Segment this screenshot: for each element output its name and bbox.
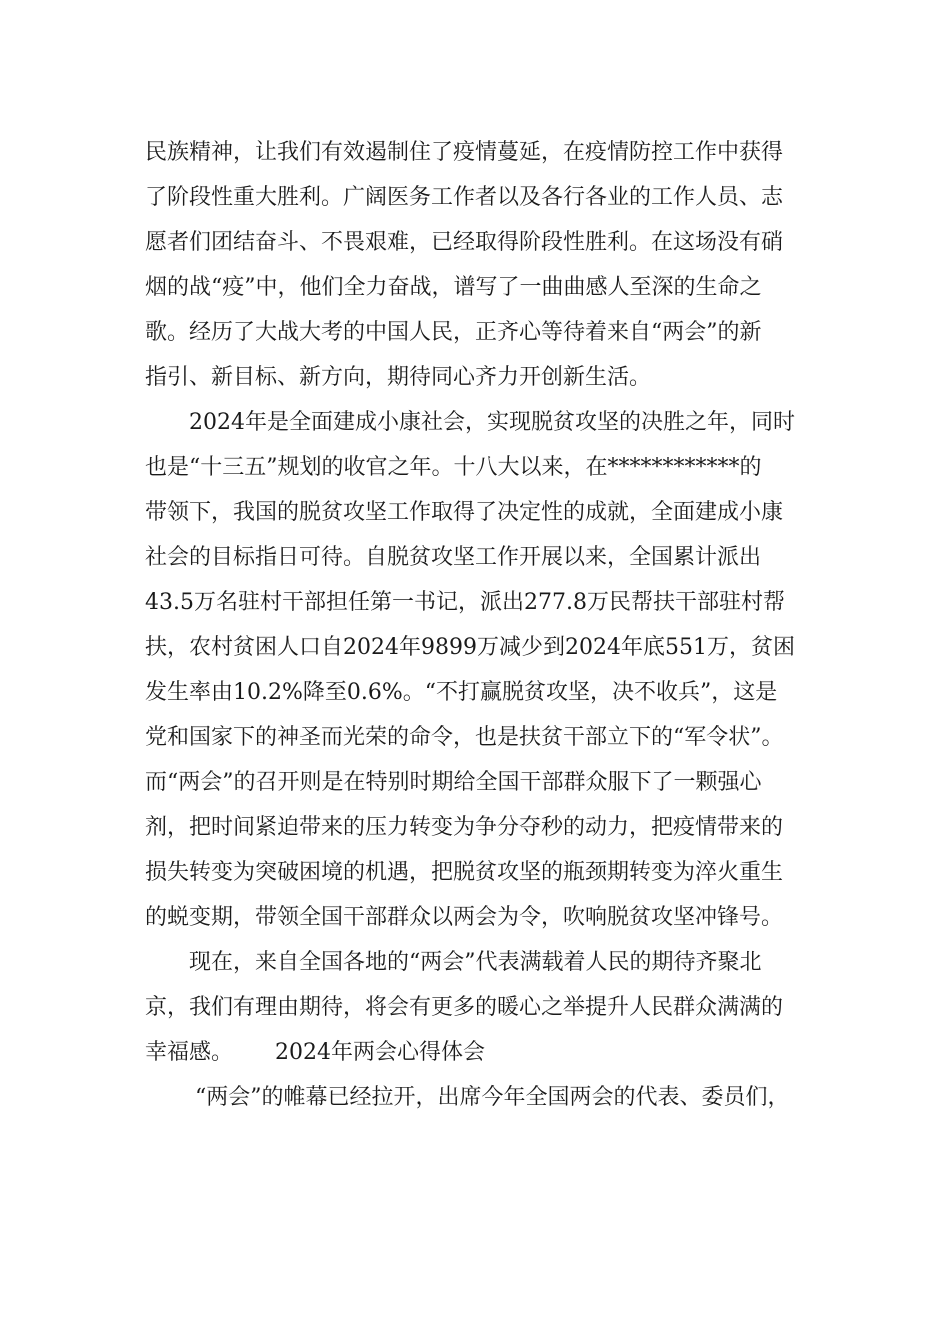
- paragraph-line: 了阶段性重大胜利。广阔医务工作者以及各行各业的工作人员、志: [145, 185, 784, 210]
- paragraph-2: [145, 400, 820, 940]
- paragraph-line: 的蜕变期，带领全国干部群众以两会为令，吹响脱贫攻坚冲锋号。: [145, 905, 784, 930]
- paragraph-line: 带领下，我国的脱贫攻坚工作取得了决定性的成就，全面建成小康: [145, 500, 784, 525]
- paragraph-line: 而“两会”的召开则是在特别时期给全国干部群众服下了一颗强心: [145, 770, 762, 795]
- paragraph-line: 扶，农村贫困人口自2024年9899万减少到2024年底551万，贫困: [145, 635, 795, 660]
- paragraph-4: [145, 1075, 820, 1120]
- inline-section-title: 2024年两会心得体会: [275, 1040, 486, 1065]
- paragraph-line: 京，我们有理由期待，将会有更多的暖心之举提升人民群众满满的: [145, 995, 784, 1020]
- paragraph-line: 剂，把时间紧迫带来的压力转变为争分夺秒的动力，把疫情带来的: [145, 815, 784, 840]
- document-body: [145, 130, 820, 1120]
- paragraph-line: 现在，来自全国各地的“两会”代表满载着人民的期待齐聚北: [189, 950, 762, 975]
- paragraph-line: 党和国家下的神圣而光荣的命令，也是扶贫干部立下的“军令状”。: [145, 725, 784, 750]
- paragraph-line: 43.5万名驻村干部担任第一书记，派出277.8万民帮扶干部驻村帮: [145, 590, 785, 615]
- paragraph-line-with-title: [145, 1030, 820, 1075]
- paragraph-3: [145, 940, 820, 1075]
- paragraph-line: 歌。经历了大战大考的中国人民，正齐心等待着来自“两会”的新: [145, 320, 762, 345]
- paragraph-1: [145, 130, 820, 400]
- paragraph-line: 民族精神，让我们有效遏制住了疫情蔓延，在疫情防控工作中获得: [145, 140, 784, 165]
- paragraph-line: 烟的战“疫”中，他们全力奋战，谱写了一曲曲感人至深的生命之: [145, 275, 762, 300]
- paragraph-line: 指引、新目标、新方向，期待同心齐力开创新生活。: [145, 365, 652, 390]
- paragraph-line: 2024年是全面建成小康社会，实现脱贫攻坚的决胜之年，同时: [189, 410, 795, 435]
- paragraph-line: 发生率由10.2%降至0.6%。“不打赢脱贫攻坚，决不收兵”，这是: [145, 680, 778, 705]
- paragraph-line: 愿者们团结奋斗、不畏艰难，已经取得阶段性胜利。在这场没有硝: [145, 230, 784, 255]
- paragraph-line: 也是“十三五”规划的收官之年。十八大以来，在************的: [145, 455, 762, 480]
- paragraph-line: 损失转变为突破困境的机遇，把脱贫攻坚的瓶颈期转变为淬火重生: [145, 860, 784, 885]
- paragraph-line: 幸福感。: [145, 1040, 234, 1065]
- paragraph-line: 社会的目标指日可待。自脱贫攻坚工作开展以来，全国累计派出: [145, 545, 762, 570]
- paragraph-line: “两会”的帷幕已经拉开，出席今年全国两会的代表、委员们，: [195, 1085, 790, 1110]
